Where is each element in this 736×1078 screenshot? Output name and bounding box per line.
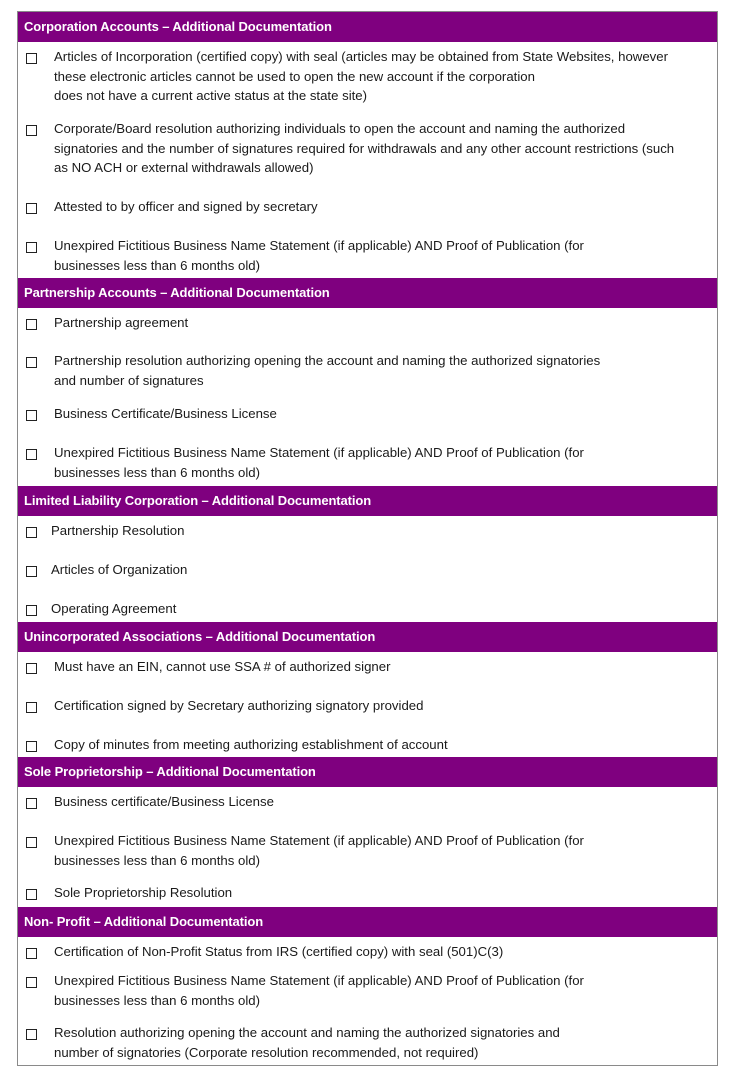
checkbox[interactable] <box>26 357 37 368</box>
item-text: Certification signed by Secretary authorizing signatory provided <box>54 698 424 713</box>
checkbox[interactable] <box>26 837 37 848</box>
checkbox[interactable] <box>26 449 37 460</box>
checkbox[interactable] <box>26 889 37 900</box>
item-text: Must have an EIN, cannot use SSA # of authorized signer <box>54 659 391 674</box>
section-header-sole-proprietorship: Sole Proprietorship – Additional Documentation <box>18 757 717 787</box>
checkbox[interactable] <box>26 977 37 988</box>
checkbox[interactable] <box>26 566 37 577</box>
checkbox[interactable] <box>26 53 37 64</box>
item-text: Partnership resolution authorizing opening the account and naming the authorized signatories and number of signatures <box>54 353 601 388</box>
item-text: Unexpired Fictitious Business Name Statement (if applicable) AND Proof of Publication (for businesses less than 6 months old) <box>54 833 584 868</box>
item-text: Corporate/Board resolution authorizing individuals to open the account and naming the authorized signatories and the number of signatures required for withdrawals and any other account restrictions (such as NO ACH or external withdrawals allowed) <box>54 121 675 175</box>
item-text: Articles of Organization <box>51 562 188 577</box>
item-text: Certification of Non-Profit Status from IRS (certified copy) with seal (501)C(3) <box>54 944 504 959</box>
checkbox[interactable] <box>26 410 37 421</box>
item-text: Partnership Resolution <box>51 523 185 538</box>
checkbox[interactable] <box>26 948 37 959</box>
checkbox[interactable] <box>26 527 37 538</box>
section-header-llc: Limited Liability Corporation – Additional Documentation <box>18 486 717 516</box>
checkbox[interactable] <box>26 741 37 752</box>
checkbox[interactable] <box>26 125 37 136</box>
item-text: Copy of minutes from meeting authorizing establishment of account <box>54 737 448 752</box>
checkbox[interactable] <box>26 319 37 330</box>
checkbox[interactable] <box>26 242 37 253</box>
item-text: Business certificate/Business License <box>54 794 274 809</box>
section-header-non-profit: Non- Profit – Additional Documentation <box>18 907 717 937</box>
checkbox[interactable] <box>26 663 37 674</box>
item-text: Sole Proprietorship Resolution <box>54 885 233 900</box>
item-text: Resolution authorizing opening the account and naming the authorized signatories and number of signatories (Corporate resolution recommended, not required) <box>54 1025 560 1060</box>
item-text: Business Certificate/Business License <box>54 406 277 421</box>
item-text: Operating Agreement <box>51 601 177 616</box>
item-text: Articles of Incorporation (certified copy) with seal (articles may be obtained from State Websites, however these electronic articles cannot be used to open the new account if the corporation does not have a current active status at the state site) <box>54 49 668 103</box>
section-header-corporation: Corporation Accounts – Additional Documentation <box>18 12 717 42</box>
section-header-partnership: Partnership Accounts – Additional Documentation <box>18 278 717 308</box>
item-text: Attested to by officer and signed by secretary <box>54 199 318 214</box>
item-text: Partnership agreement <box>54 315 189 330</box>
documentation-checklist <box>17 11 718 1066</box>
item-text: Unexpired Fictitious Business Name Statement (if applicable) AND Proof of Publication (for businesses less than 6 months old) <box>54 445 584 480</box>
item-text: Unexpired Fictitious Business Name Statement (if applicable) AND Proof of Publication (for businesses less than 6 months old) <box>54 973 584 1008</box>
checkbox[interactable] <box>26 605 37 616</box>
section-header-unincorporated: Unincorporated Associations – Additional Documentation <box>18 622 717 652</box>
item-text: Unexpired Fictitious Business Name Statement (if applicable) AND Proof of Publication (for businesses less than 6 months old) <box>54 238 584 273</box>
checkbox[interactable] <box>26 203 37 214</box>
checkbox[interactable] <box>26 1029 37 1040</box>
checkbox[interactable] <box>26 798 37 809</box>
checkbox[interactable] <box>26 702 37 713</box>
